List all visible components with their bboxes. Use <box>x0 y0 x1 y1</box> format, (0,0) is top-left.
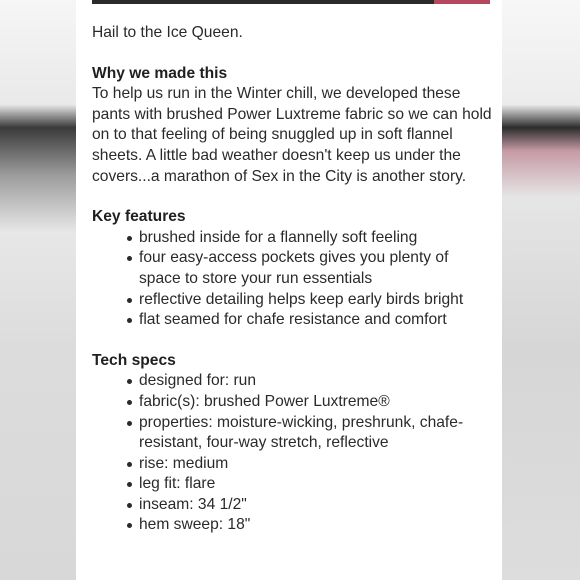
list-item: flat seamed for chafe resistance and comfort <box>117 310 492 331</box>
background-right <box>502 0 580 580</box>
list-item: leg fit: flare <box>117 474 492 495</box>
list-item: reflective detailing helps keep early birds bright <box>117 290 492 311</box>
specs-heading: Tech specs <box>92 351 176 369</box>
top-divider <box>92 0 490 4</box>
list-item: four easy-access pockets gives you plenty of space to store your run essentials <box>117 248 492 289</box>
list-item: fabric(s): brushed Power Luxtreme® <box>117 392 492 413</box>
list-item: properties: moisture-wicking, preshrunk, chafe-resistant, four-way stretch, reflective <box>117 413 492 454</box>
why-body: To help us run in the Winter chill, we developed these pants with brushed Power Luxtreme fabric so we can hold on to that feeling of being snuggled up in soft flannel sheets. A little bad weather doesn't keep us under the covers...a marathon of Sex in the City is another story. <box>92 85 492 185</box>
why-heading: Why we made this <box>92 64 228 82</box>
intro-text: Hail to the Ice Queen. <box>92 24 243 41</box>
list-item: rise: medium <box>117 454 492 475</box>
features-list <box>92 228 492 331</box>
list-item: brushed inside for a flannelly soft feeling <box>117 228 492 249</box>
product-description <box>92 23 492 556</box>
background-left <box>0 0 76 580</box>
list-item: designed for: run <box>117 371 492 392</box>
list-item: hem sweep: 18" <box>117 515 492 536</box>
features-section <box>92 207 492 331</box>
specs-section <box>92 351 492 536</box>
why-section <box>92 64 492 188</box>
specs-list <box>92 371 492 536</box>
description-panel <box>76 0 502 580</box>
top-divider-accent <box>434 0 490 4</box>
features-heading: Key features <box>92 208 186 226</box>
list-item: inseam: 34 1/2" <box>117 495 492 516</box>
